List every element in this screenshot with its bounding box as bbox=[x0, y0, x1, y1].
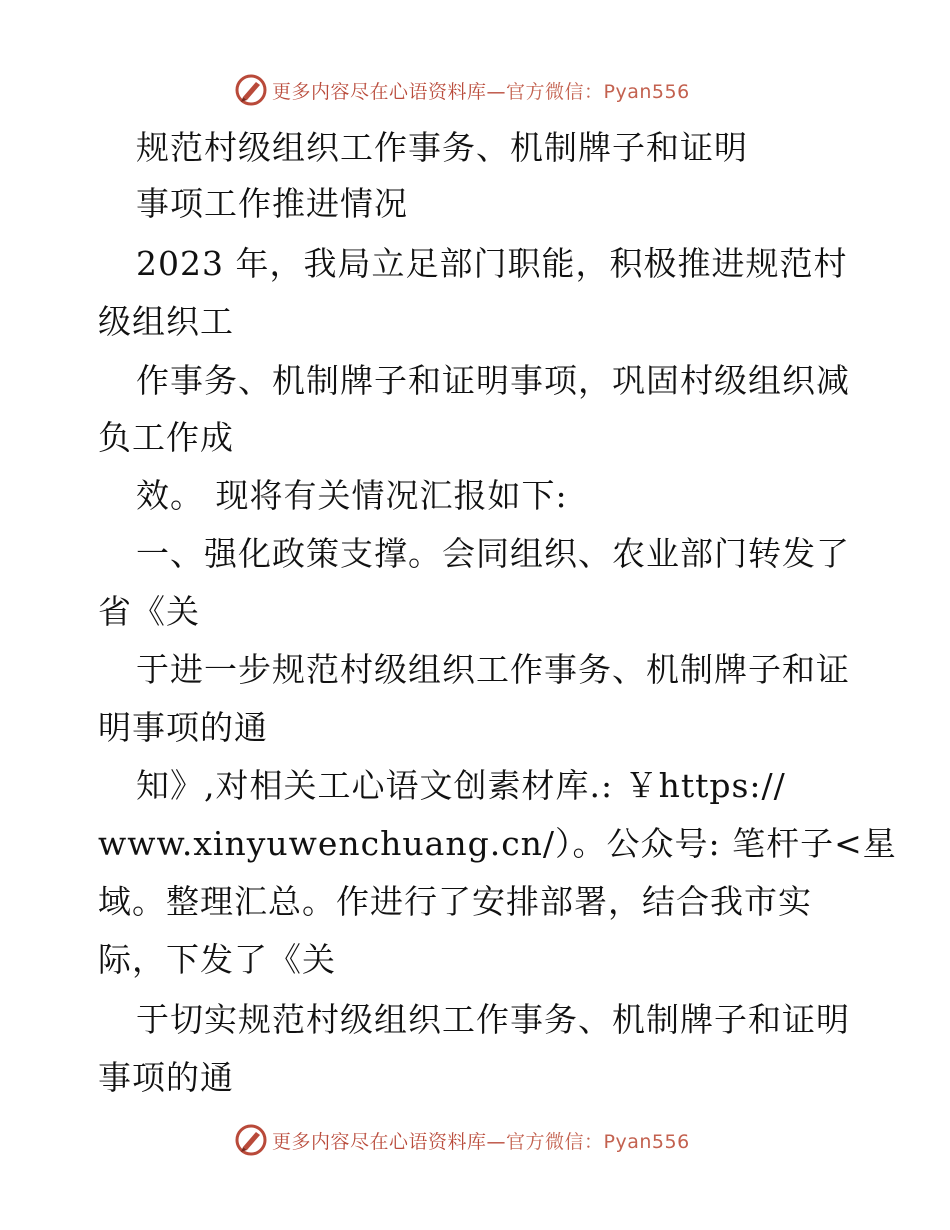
paragraph-line: 际，下发了《关 bbox=[98, 940, 336, 979]
title-line-2: 事项工作推进情况 bbox=[136, 184, 408, 223]
paragraph-line: 域。整理汇总。作进行了安排部署，结合我市实 bbox=[98, 882, 812, 921]
paragraph-line: 级组织工 bbox=[98, 302, 234, 341]
paragraph-line: 负工作成 bbox=[98, 418, 234, 457]
watermark-text: 更多内容尽在心语资料库—官方微信：Pyan556 bbox=[272, 80, 690, 103]
footer-watermark-banner bbox=[0, 1120, 950, 1160]
title-line-1: 规范村级组织工作事务、机制牌子和证明 bbox=[136, 128, 748, 167]
paragraph-line: 2023 年，我局立足部门职能，积极推进规范村 bbox=[136, 244, 848, 283]
paragraph-line: 作事务、机制牌子和证明事项，巩固村级组织减 bbox=[136, 361, 850, 400]
paragraph-line: 一、强化政策支撑。会同组织、农业部门转发了 bbox=[136, 534, 850, 573]
paragraph-line: 事项的通 bbox=[98, 1058, 234, 1097]
paragraph-line: 于切实规范村级组织工作事务、机制牌子和证明 bbox=[136, 1000, 850, 1039]
paragraph-line: 省《关 bbox=[98, 592, 200, 631]
paragraph-line: 于进一步规范村级组织工作事务、机制牌子和证 bbox=[136, 650, 850, 689]
paragraph-line: www.xinyuwenchuang.cn/）。公众号: 笔杆子<星 bbox=[98, 824, 897, 863]
pen-logo-icon bbox=[234, 73, 268, 107]
paragraph-line: 明事项的通 bbox=[98, 708, 268, 747]
pen-logo-icon bbox=[234, 1123, 268, 1157]
paragraph-line: 效。 现将有关情况汇报如下: bbox=[136, 476, 568, 515]
paragraph-line: 知》,对相关工心语文创素材库.: ￥https:// bbox=[136, 766, 786, 805]
watermark-text: 更多内容尽在心语资料库—官方微信：Pyan556 bbox=[272, 1130, 690, 1153]
header-watermark-banner bbox=[0, 70, 950, 110]
